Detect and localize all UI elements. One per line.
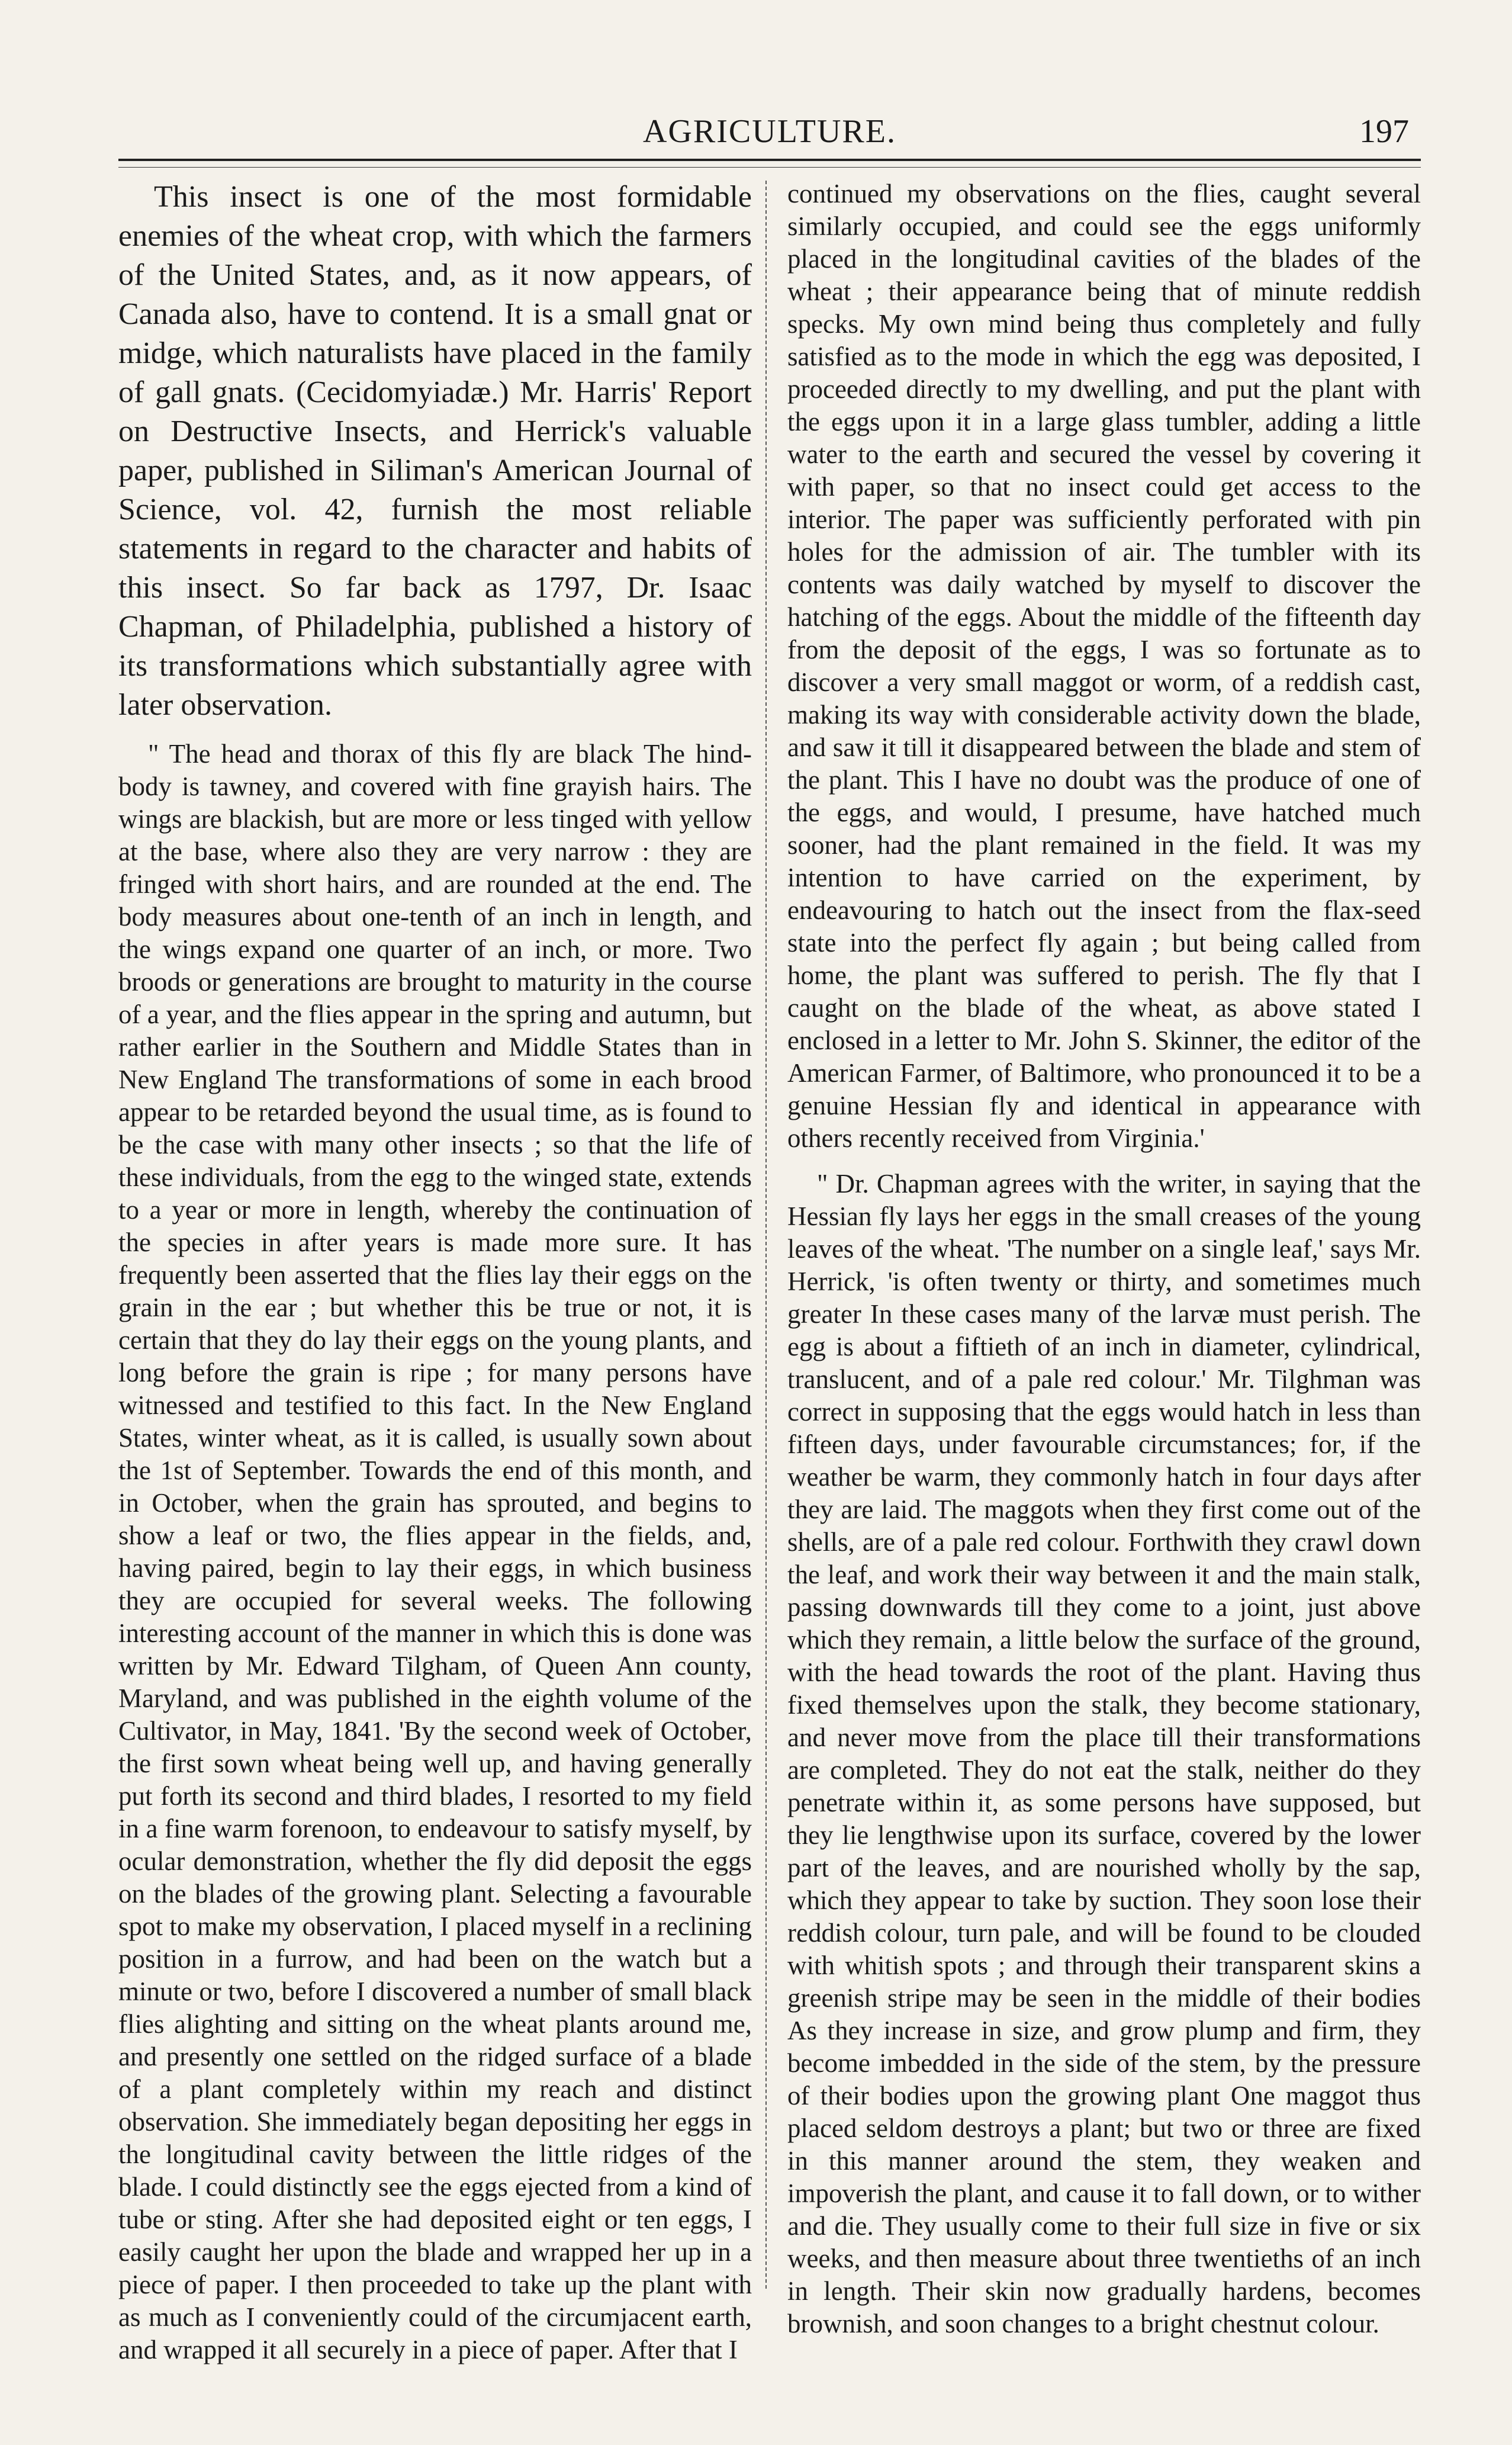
quoted-paragraph: " The head and thorax of this fly are black The hind-body is tawney, and covered with fine grayish hairs. The wings are blackish, but are more or less tinged with yellow at the base, where also they are very narrow : they are fringed with short hairs, and are rounded at the end. The body measures about one-tenth of an inch in length, and the wings expand one quarter of an inch, or more. Two broods or generations are brought to maturity in the course of a year, and the flies appear in the spring and autumn, but rather earlier in the Southern and Middle States than in New England The transformations of some in each brood appear to be retarded beyond the usual time, as is found to be the case with many other insects ; so that the life of these individuals, from the egg to the winged state, extends to a year or more in length, whereby the continuation of the species in after years is made more sure. It has frequently been asserted that the flies lay their eggs on the grain in the ear ; but whether this be true or not, it is certain that they do lay their eggs on the young plants, and long before the grain is ripe ; for many persons have witnessed and testified to this fact. In the New England States, winter wheat, as it is called, is usually sown about the 1st of September. Towards the end of this month, and in October, when the grain has sprouted, and begins to show a leaf or two, the flies appear in the fields, and, having paired, begin to lay their eggs, in which business they are occupied for several weeks. The following interesting account of the manner in which this is done was written by Mr. Edward Tilgham, of Queen Ann county, Maryland, and was published in the eighth volume of the Cultivator, in May, 1841. 'By the second week of October, the first sown wheat being well up, and having generally put forth its second and third blades, I resorted to my field in a fine warm forenoon, to endeavour to satisfy myself, by ocular demonstration, whether the fly did deposit the eggs on the blades of the growing plant. Selecting a favourable spot to make my observation, I placed myself in a reclining position in a furrow, and had been on the watch but a minute or two, before I discovered a number of small black flies alighting and sitting on the wheat plants around me, and presently one settled on the ridged surface of a blade of a plant completely within my reach and distinct observation. She immediately began depositing her eggs in the longitudinal cavity between the little ridges of the blade. I could distinctly see the eggs ejected from a kind of tube or sting. After she had deposited eight or ten eggs, I easily caught her upon the blade and wrapped her up in a piece of paper. I then proceeded to take up the plant with as much as I conveniently could of the circumjacent earth, and wrapped it all securely in a piece of paper. After that I: [118, 739, 752, 2364]
header-rule: [118, 159, 1421, 161]
intro-paragraph: This insect is one of the most formidable enemies of the wheat crop, with which the farmers of the United States, and, as it now appears, of Canada also, have to contend. It is a small gnat or midge, which naturalists have placed in the family of gall gnats. (Cecidomyiadæ.) Mr. Harris' Report on Destructive Insects, and Herrick's valuable paper, published in Siliman's American Journal of Science, vol. 42, furnish the most reliable statements in regard to the character and habits of this insect. So far back as 1797, Dr. Isaac Chapman, of Philadelphia, published a history of its transformations which substantially agree with later observation.: [118, 180, 752, 722]
running-title: AGRICULTURE.: [643, 113, 896, 150]
column-divider: [765, 181, 767, 2289]
header-rule-thin: [118, 167, 1421, 168]
page-header: [118, 113, 1421, 160]
left-column: [118, 178, 752, 2364]
chapman-paragraph: " Dr. Chapman agrees with the writer, in saying that the Hessian fly lays her eggs in the small creases of the young leaves of the wheat. 'The number on a single leaf,' says Mr. Herrick, 'is often twenty or thirty, and sometimes much greater In these cases many of the larvæ must perish. The egg is about a fiftieth of an inch in diameter, cylindrical, translucent, and of a pale red colour.' Mr. Tilghman was correct in supposing that the eggs would hatch in less than fifteen days, under favourable circumstances; for, if the weather be warm, they commonly hatch in four days after they are laid. The maggots when they first come out of the shells, are of a pale red colour. Forthwith they crawl down the leaf, and work their way between it and the main stalk, passing downwards till they come to a joint, just above which they remain, a little below the surface of the ground, with the head towards the root of the plant. Having thus fixed themselves upon the stalk, they become stationary, and never move from the place till their transformations are completed. They do not eat the stalk, neither do they penetrate within it, as some persons have supposed, but they lie lengthwise upon its surface, covered by the lower part of the leaves, and are nourished wholly by the sap, which they appear to take by suction. They soon lose their reddish colour, turn pale, and will be found to be clouded with whitish spots ; and through their transparent skins a greenish stripe may be seen in the middle of their bodies As they increase in size, and grow plump and firm, they become imbedded in the side of the stem, by the pressure of their bodies upon the growing plant One maggot thus placed seldom destroys a plant; but two or three are fixed in this manner around the stem, they weaken and impoverish the plant, and cause it to fall down, or to wither and die. They usually come to their full size in five or six weeks, and then measure about three twentieths of an inch in length. Their skin now gradually hardens, becomes brownish, and soon changes to a bright chestnut colour.: [787, 1169, 1421, 2338]
page-number: 197: [1359, 113, 1409, 150]
continued-paragraph: continued my observations on the flies, caught several similarly occupied, and could see the eggs uniformly placed in the longitudinal cavities of the blades of the wheat ; their appearance being that of minute reddish specks. My own mind being thus completely and fully satisfied as to the mode in which the egg was deposited, I proceeded directly to my dwelling, and put the plant with the eggs upon it in a large glass tumbler, adding a little water to the earth and secured the vessel by covering it with paper, so that no insect could get access to the interior. The paper was sufficiently perforated with pin holes for the admission of air. The tumbler with its contents was daily watched by myself to discover the hatching of the eggs. About the middle of the fifteenth day from the deposit of the eggs, I was so fortunate as to discover a very small maggot or worm, of a reddish cast, making its way with considerable activity down the blade, and saw it till it disappeared between the blade and stem of the plant. This I have no doubt was the produce of one of the eggs, and would, I presume, have hatched much sooner, had the plant remained in the field. It was my intention to have carried on the experiment, by endeavouring to hatch out the insect from the flax-seed state into the perfect fly again ; but being called from home, the plant was suffered to perish. The fly that I caught on the blade of the wheat, as above stated I enclosed in a letter to Mr. John S. Skinner, the editor of the American Farmer, of Baltimore, who pronounced it to be a genuine Hessian fly and identical in appearance with others recently received from Virginia.': [787, 179, 1421, 1153]
right-column: [787, 178, 1421, 2338]
